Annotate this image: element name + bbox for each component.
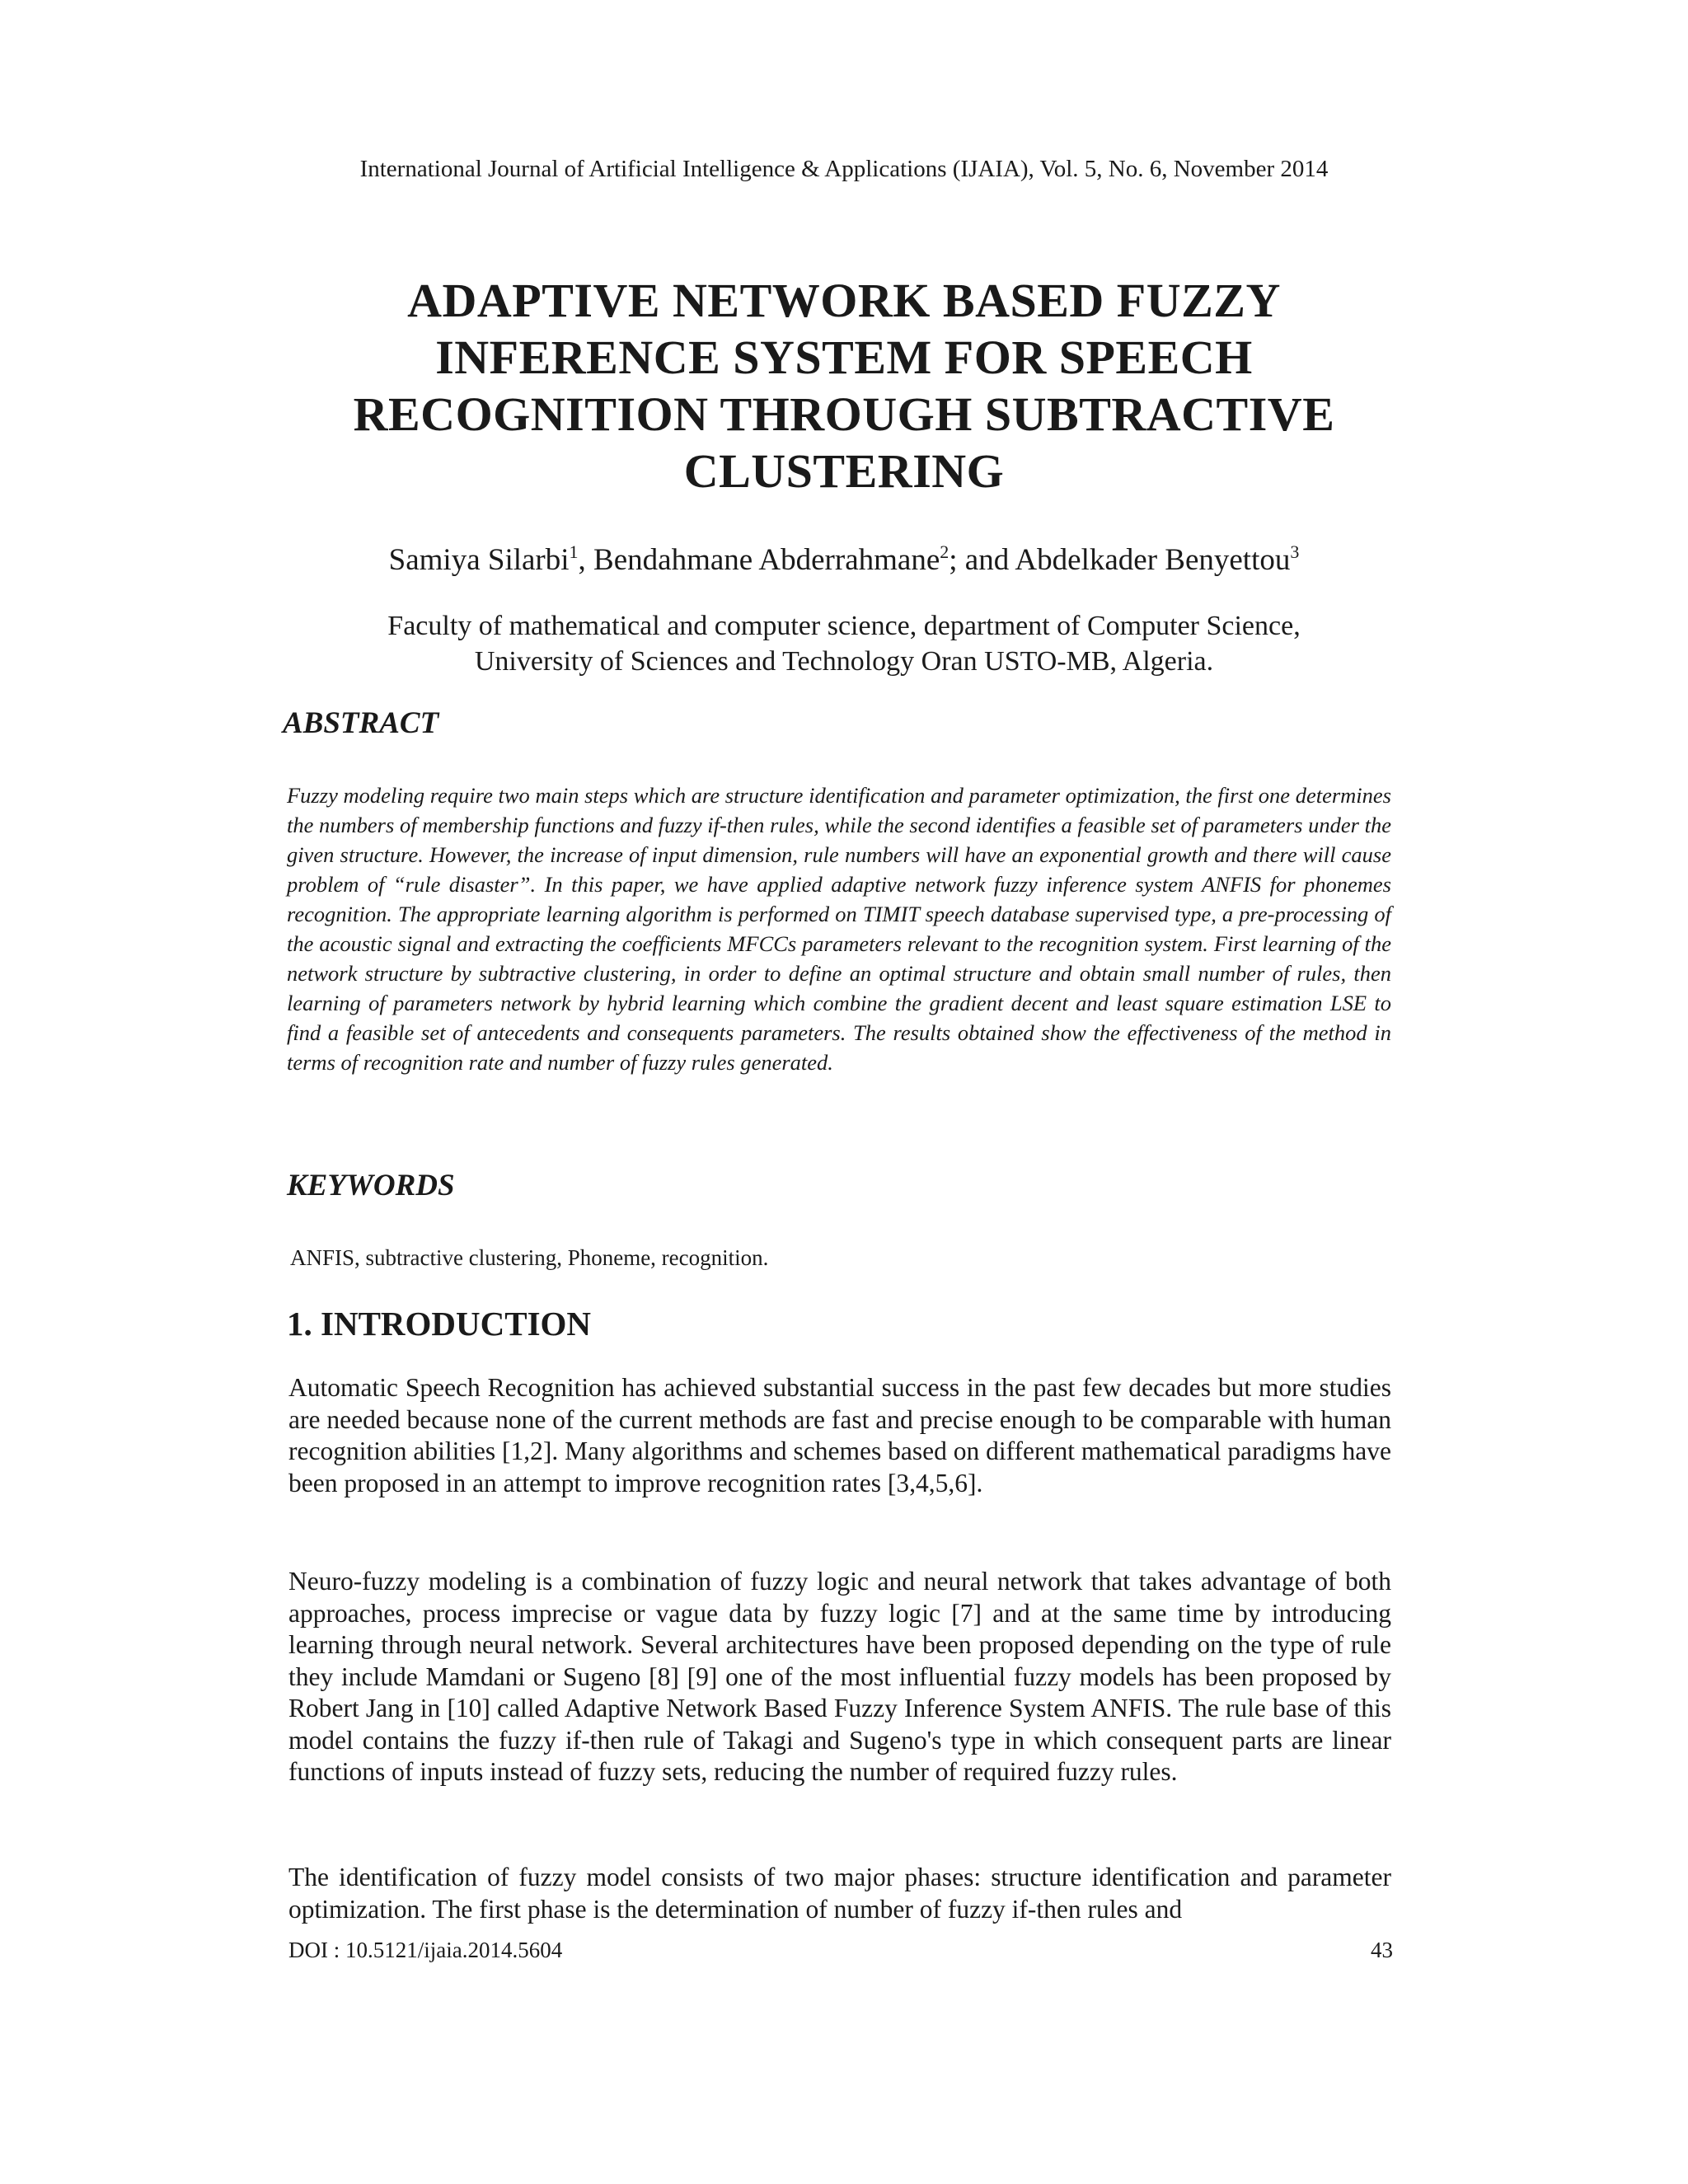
affiliation-marker: 3 <box>1290 541 1300 562</box>
body-paragraph: Neuro-fuzzy modeling is a combination of fuzzy logic and neural network that takes advantage of both approaches, process imprecise or vague data by fuzzy logic [7] and at the same time by introducing learning through neural network. Several architectures have been proposed depending on the type of rule they include Mamdani or Sugeno [8] [9] one of the most influential fuzzy models has been proposed by Robert Jang in [10] called Adaptive Network Based Fuzzy Inference System ANFIS. The rule base of this model contains the fuzzy if-then rule of Takagi and Sugeno's type in which consequent parts are linear functions of inputs instead of fuzzy sets, reducing the number of required fuzzy rules. <box>288 1567 1391 1786</box>
introduction-heading: 1. INTRODUCTION <box>287 1305 592 1343</box>
title-line: INFERENCE SYSTEM FOR SPEECH <box>435 330 1253 384</box>
abstract-text: Fuzzy modeling require two main steps which are structure identification and parameter optimization, the first one determines the numbers of membership functions and fuzzy if-then rules, while the second identifies a feasible set of parameters under the given structure. However, the increase of input dimension, rule numbers will have an exponential growth and there will cause problem of “rule disaster”. In this paper, we have applied adaptive network fuzzy inference system ANFIS for phonemes recognition. The appropriate learning algorithm is performed on TIMIT speech database supervised type, a pre-processing of the acoustic signal and extracting the coefficients MFCCs parameters relevant to the recognition system. First learning of the network structure by subtractive clustering, in order to define an optimal structure and obtain small number of rules, then learning of parameters network by hybrid learning which combine the gradient decent and least square estimation LSE to find a feasible set of antecedents and consequents parameters. The results obtained show the effectiveness of the method in terms of recognition rate and number of fuzzy rules generated. <box>287 783 1391 1075</box>
affiliation-line: University of Sciences and Technology Oran USTO-MB, Algeria. <box>474 646 1214 677</box>
author-separator: ; and <box>949 543 1015 577</box>
keywords-text: ANFIS, subtractive clustering, Phoneme, recognition. <box>290 1245 769 1270</box>
running-header: International Journal of Artificial Intelligence & Applications (IJAIA), Vol. 5, No. 6, November 2014 <box>359 156 1329 182</box>
author-name: Samiya Silarbi <box>388 543 570 577</box>
affiliation-line: Faculty of mathematical and computer science, department of Computer Science, <box>387 611 1301 641</box>
page-number: 43 <box>1371 1938 1393 1962</box>
doi-footer: DOI : 10.5121/ijaia.2014.5604 <box>288 1938 563 1962</box>
author-list <box>0 540 1688 581</box>
author-name: Abdelkader Benyettou <box>1015 543 1291 577</box>
affiliation <box>0 608 1688 679</box>
abstract-heading: ABSTRACT <box>283 706 439 740</box>
title-line: CLUSTERING <box>683 444 1005 498</box>
affiliation-marker: 2 <box>940 541 950 562</box>
author-name: Bendahmane Abderrahmane <box>593 543 940 577</box>
title-line: ADAPTIVE NETWORK BASED FUZZY <box>407 274 1281 327</box>
author-separator: , <box>578 543 594 577</box>
title-line: RECOGNITION THROUGH SUBTRACTIVE <box>353 387 1335 441</box>
keywords-heading: KEYWORDS <box>287 1169 455 1202</box>
paper-title <box>0 272 1688 499</box>
body-paragraph: The identification of fuzzy model consists of two major phases: structure identification and parameter optimization. The first phase is the determination of number of fuzzy if-then rules and <box>288 1863 1391 1924</box>
affiliation-marker: 1 <box>569 541 579 562</box>
body-paragraph: Automatic Speech Recognition has achieved substantial success in the past few decades but more studies are needed because none of the current methods are fast and precise enough to be comparable with human recognition abilities [1,2]. Many algorithms and schemes based on different mathematical paradigms have been proposed in an attempt to improve recognition rates [3,4,5,6]. <box>288 1373 1391 1497</box>
